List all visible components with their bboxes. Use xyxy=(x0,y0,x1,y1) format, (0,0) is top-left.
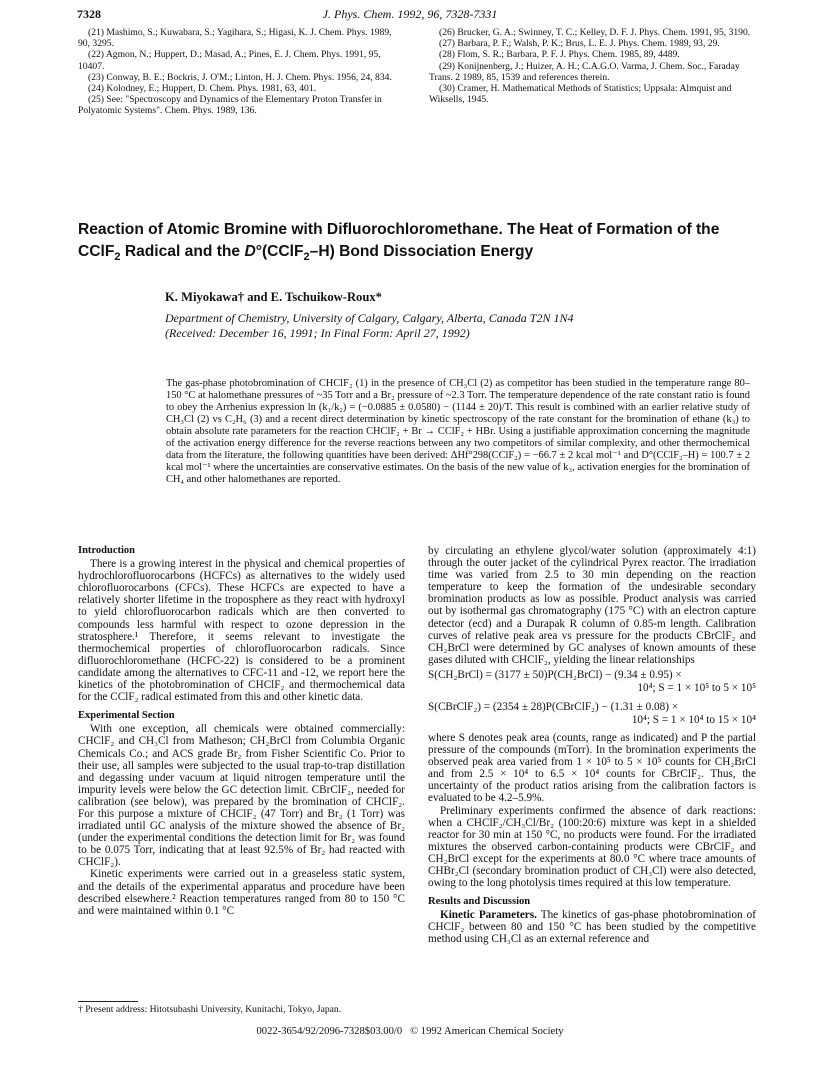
reference-item: (29) Konijnenberg, J.; Huizer, A. H.; C.A.G.O. Varma, J. Chem. Soc., Faraday Trans. 2 1989, 85, 1539 and references therein. xyxy=(429,60,740,83)
abstract: The gas-phase photobromination of CHClF₂ (1) in the presence of CH₃Cl (2) as competitor has been studied in the temperature range 80–150 °C at halomethane pressures of ~35 Torr and a Br₂ pressure of ~2.3 Torr. The temperature dependence of the rate constant ratio is found to obey the Arrhenius expression ln (k₁/k₂) = (−0.0885 ± 0.0580) − (1144 ± 20)/T. This result is combined with an earlier relative study of CH₃Cl (2) vs C₂H₆ (3) and a recent direct determination by kinetic spectroscopy of the rate constant for the bromination of ethane (k₃) to obtain absolute rate parameters for the reaction CHClF₂ + Br → CClF₂ + HBr. Using a justifiable approximation concerning the magnitude of the activation energy difference for the reverse reactions between any two competitors of similar complexity, and other thermochemical data from the literature, the following quantities have been derived: ΔHf°298(CClF₂) = −66.7 ± 2 kcal mol⁻¹ and D°(CClF₂–H) = 100.7 ± 2 kcal mol⁻¹ where the uncertainties are conservative estimates. On the basis of the new value of k₃, activation energies for the bromination of CH₄ and other halomethanes are reported. xyxy=(166,378,750,485)
footnote-rule xyxy=(78,1001,138,1002)
paragraph: Preliminary experiments confirmed the absence of dark reactions: when a CHClF₂/CH₃Cl/Br₂ (100:20:6) mixture was kept in a shielded reactor for 30 min at 150 °C, no products were found. For the irradiated mixtures the observed carbon-containing products were CBrClF₂ and CH₂BrCl except for the experiments at 80.0 °C where trace amounts of CHBr₂Cl (secondary bromination product of CH₃Cl) were also detected, owing to the long photolysis times required at this low temperature. xyxy=(428,804,756,890)
running-head: J. Phys. Chem. 1992, 96, 7328-7331 xyxy=(322,7,498,21)
section-heading-experimental: Experimental Section xyxy=(78,710,175,722)
article-code: 0022-3654/92/2096-7328$03.00/0 xyxy=(256,1026,403,1037)
page-footer xyxy=(0,1026,820,1037)
page-number: 7328 xyxy=(77,7,101,21)
title-fragment: °(CClF xyxy=(255,243,304,260)
footnote: † Present address: Hitotsubashi University, Kunitachi, Tokyo, Japan. xyxy=(78,1004,342,1015)
title-subscript: 2 xyxy=(114,251,121,264)
paragraph-text: The kinetics of gas-phase photobromination of CHClF₂ between 80 and 150 °C has been studied by the competitive method using CH₃Cl as an external reference and xyxy=(428,909,756,946)
authors: K. Miyokawa† and E. Tschuikow-Roux* xyxy=(165,290,382,304)
affiliation: Department of Chemistry, University of Calgary, Calgary, Alberta, Canada T2N 1N4 xyxy=(165,311,574,325)
reference-item: (28) Flom, S. R.; Barbara, P. F. J. Phys. Chem. 1985, 89, 4489. xyxy=(439,49,680,61)
reference-item: (24) Kolodney, E.; Huppert, D. Chem. Phys. 1981, 63, 401. xyxy=(88,83,317,95)
section-heading-results: Results and Discussion xyxy=(428,896,531,908)
reference-item: (23) Conway, B. E.; Bockris, J. O'M.; Linton, H. J. Chem. Phys. 1956, 24, 834. xyxy=(88,71,392,83)
section-heading-introduction: Introduction xyxy=(78,545,135,556)
equation-line: 10⁴; S = 1 × 10⁵ to 5 × 10⁵ xyxy=(637,681,756,694)
references-right xyxy=(429,27,755,105)
body-column-left xyxy=(78,545,405,917)
paragraph: Kinetic experiments were carried out in a greaseless static system, and the details of the experimental apparatus and procedure have been described elsewhere.² Reaction temperatures ranged from 80 to 150 °C and were maintained within 0.1 °C xyxy=(78,868,405,917)
title-line-2 xyxy=(78,241,758,268)
title-fragment: CClF xyxy=(78,243,115,260)
paragraph: by circulating an ethylene glycol/water solution (approximately 4:1) through the outer jacket of the cylindrical Pyrex reactor. The irradiation time was varied from 2.5 to 30 min depending on the reaction temperature to keep the formation of the undesirable secondary bromination products as low as possible. Product analysis was carried out by isothermal gas chromatography (175 °C) with an electron capture detector (ecd) and a Durapak R column of 0.85-m length. Calibration curves of relative peak area vs pressure for the products CBrClF₂ and CH₂BrCl were determined by GC analyses of known amounts of these gases diluted with CHClF₂, yielding the linear relationships xyxy=(428,545,756,666)
title-subscript: 2 xyxy=(303,251,310,264)
equation-1 xyxy=(428,669,756,695)
reference-item: (21) Mashimo, S.; Kuwabara, S.; Yagihara, S.; Higasi, K. J. Chem. Phys. 1989, 90, 3295. xyxy=(78,27,392,50)
title-fragment: Radical and the xyxy=(120,243,245,260)
reference-item: (30) Cramer, H. Mathematical Methods of Statistics; Uppsala: Almquist and Wiksells, 1945. xyxy=(429,83,732,106)
reference-item: (26) Brucker, G. A.; Swinney, T. C.; Kelley, D. F. J. Phys. Chem. 1991, 95, 3190. xyxy=(439,27,751,38)
article-title xyxy=(78,219,758,268)
subsection-heading: Kinetic Parameters. xyxy=(440,909,537,922)
received-dates: (Received: December 16, 1991; In Final Form: April 27, 1992) xyxy=(165,326,470,340)
references-left xyxy=(78,27,404,117)
paragraph xyxy=(428,909,756,945)
equation-line: 10⁴; S = 1 × 10⁴ to 15 × 10⁴ xyxy=(631,713,756,726)
title-fragment: –H) Bond Dissociation Energy xyxy=(309,243,534,260)
title-fragment: D xyxy=(244,243,256,260)
equation-2 xyxy=(428,701,756,727)
reference-item: (25) See: "Spectroscopy and Dynamics of the Elementary Proton Transfer in Polyatomic Systems". Chem. Phys. 1989, 136. xyxy=(78,94,382,117)
reference-item: (27) Barbara, P. F.; Walsh, P. K.; Brus, L. E. J. Phys. Chem. 1989, 93, 29. xyxy=(439,38,720,50)
body-column-right xyxy=(428,545,756,946)
paragraph: There is a growing interest in the physical and chemical properties of hydrochlorofluorocarbons (HCFCs) as alternatives to the widely used chlorofluorocarbons (CFCs). These HCFCs are expected to have a relatively shorter lifetime in the troposphere as they react with hydroxyl to yield chlorofluorocarbon radicals which are then converted to compounds less harmful with respect to ozone depression in the stratosphere.¹ Therefore, it seems relevant to investigate the thermochemical properties of chlorofluorocarbon radicals. Since difluorochloromethane (HCFC-22) is considered to be a prominent candidate among the alternatives to CFC-11 and -12, we report here the kinetics of the photobromination of CHClF₂ and thermochemical data for the CClF₂ radical estimated from this and other kinetic data. xyxy=(78,558,405,704)
equation-line: S(CBrClF₂) = (2354 ± 28)P(CBrClF₂) − (1.31 ± 0.08) × xyxy=(428,700,679,713)
paragraph: where S denotes peak area (counts, range as indicated) and P the partial pressure of the compounds (mTorr). In the bromination experiments the observed peak area varied from 1 × 10⁵ to 5 × 10⁵ counts for CH₂BrCl and from 2.5 × 10⁴ to 6.5 × 10⁴ counts for CBrClF₂. Thus, the uncertainty of the product ratios arising from the calibration factors is evaluated to be 4.2–5.9%. xyxy=(428,731,756,805)
copyright: © 1992 American Chemical Society xyxy=(410,1026,564,1037)
reference-item: (22) Agmon, N.; Huppert, D.; Masad, A.; Pines, E. J. Chem. Phys. 1991, 95, 10407. xyxy=(78,49,381,72)
affiliation-block xyxy=(165,311,725,341)
paragraph: With one exception, all chemicals were obtained commercially: CHClF₂ and CH₃Cl from Matheson; CH₂BrCl from Columbia Organic Chemicals Co.; and ACS grade Br₂ from Fisher Scientific Co. Prior to their use, all samples were subjected to the usual trap-to-trap distillation and degassing under vacuum at liquid nitrogen temperature until the impurity levels were below the GC detection limit. CBrClF₂, needed for calibration (see below), was prepared by the bromination of CHClF₂. For this purpose a mixture of CHClF₂ (47 Torr) and Br₂ (1 Torr) was irradiated until GC analysis of the mixture showed the absence of Br₂ (under the experimental conditions the detection limit for Br₂ was found to be 0.075 Torr, indicating that at least 92.5% of Br₂ had reacted with CHClF₂). xyxy=(78,723,405,869)
equation-line: S(CH₂BrCl) = (3177 ± 50)P(CH₂BrCl) − (9.34 ± 0.95) × xyxy=(428,668,682,681)
title-line-1: Reaction of Atomic Bromine with Difluorochloromethane. The Heat of Formation of the xyxy=(78,221,720,238)
